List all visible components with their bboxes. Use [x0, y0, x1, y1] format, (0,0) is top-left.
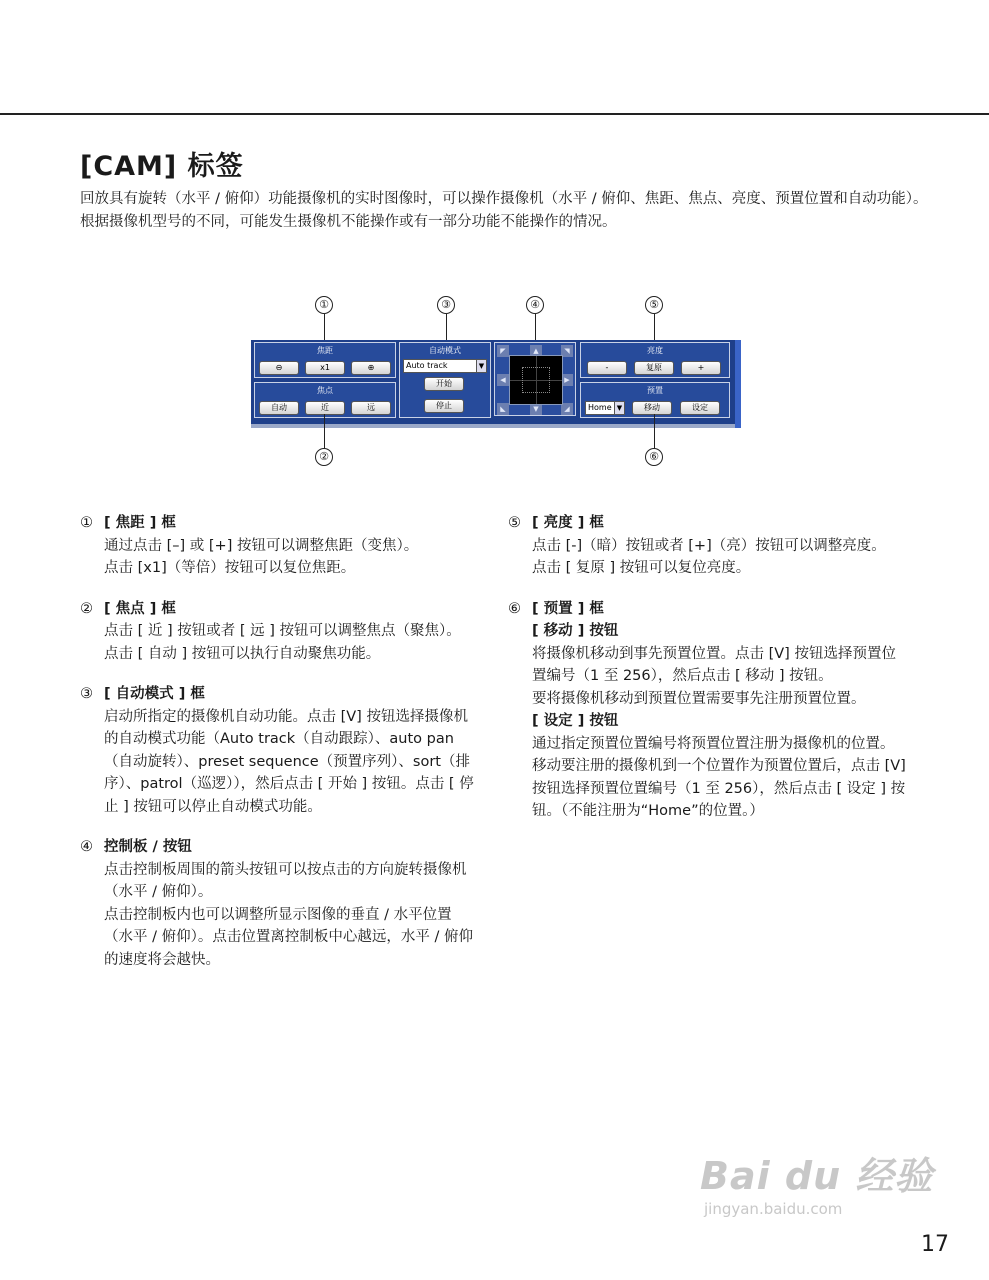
section-zoom: [80, 512, 480, 580]
cam-tab-figure: [251, 296, 741, 471]
automode-box-title: 自动模式: [429, 346, 461, 355]
arrow-up-icon[interactable]: ▲: [530, 345, 542, 357]
section-brightness: [508, 512, 908, 580]
left-column: [80, 512, 480, 989]
section-preset: [508, 598, 908, 823]
preset-box: [580, 382, 730, 418]
right-column: [508, 512, 908, 841]
arrow-right-icon[interactable]: ▶: [561, 374, 573, 386]
section-line: 通过指定预置位置编号将预置位置注册为摄像机的位置。移动要注册的摄像机到一个位置作为预置位置后，点击 [V] 按钮选择预置位置编号（1 至 256），然后点击 [ 设定 ] 按钮。（不能注册为“Home”的位置。）: [532, 735, 906, 819]
brightness-box: [580, 342, 730, 378]
section-line: 将摄像机移动到事先预置位置。点击 [V] 按钮选择预置位置编号（1 至 256），然后点击 [ 移动 ] 按钮。: [532, 645, 896, 684]
section-heading: 控制板 / 按钮: [104, 839, 192, 855]
arrow-up-left-icon[interactable]: ◤: [497, 345, 509, 357]
section-line: 点击控制板内也可以调整所显示图像的垂直 / 水平位置（水平 / 俯仰）。点击位置离控制板中心越远，水平 / 俯仰的速度将会越快。: [104, 906, 473, 968]
watermark: [700, 1145, 940, 1235]
section-heading: [ 亮度 ] 框: [532, 515, 604, 531]
section-number: ①: [80, 515, 93, 531]
arrow-up-right-icon[interactable]: ◥: [561, 345, 573, 357]
section-heading: [ 预置 ] 框: [532, 600, 604, 617]
preset-selected: Home: [588, 403, 612, 412]
preset-move-button[interactable]: 移动: [632, 401, 672, 415]
zoom-box: [254, 342, 396, 378]
dropdown-arrow-icon[interactable]: ▼: [476, 360, 486, 372]
brightness-plus-button[interactable]: +: [681, 361, 721, 375]
focus-near-button[interactable]: 近: [305, 401, 345, 415]
watermark-logo: Bai du 经验: [700, 1154, 934, 1198]
section-line: 点击控制板周围的箭头按钮可以按点击的方向旋转摄像机（水平 / 俯仰）。: [104, 861, 467, 900]
section-control-pad: [80, 836, 480, 971]
control-pad-center: [522, 367, 550, 393]
focus-auto-button[interactable]: 自动: [259, 401, 299, 415]
brightness-reset-button[interactable]: 复原: [634, 361, 674, 375]
section-line: 点击 [ 复原 ] 按钮可以复位亮度。: [532, 560, 751, 576]
automode-selected: Auto track: [406, 361, 448, 370]
callout-1: ①: [315, 296, 333, 314]
focus-box-title: 焦点: [317, 386, 333, 395]
automode-select[interactable]: [403, 359, 487, 373]
preset-box-title: 预置: [647, 386, 663, 395]
section-number: ④: [80, 839, 93, 855]
sub-heading-set: [ 设定 ] 按钮: [532, 713, 619, 729]
panel-edge: [735, 340, 741, 428]
section-line: 点击 [-]（暗）按钮或者 [+]（亮）按钮可以调整亮度。: [532, 537, 886, 554]
leader-line: [654, 414, 655, 448]
watermark-url: jingyan.baidu.com: [704, 1200, 843, 1218]
dropdown-arrow-icon[interactable]: ▼: [614, 402, 624, 414]
automode-start-button[interactable]: 开始: [424, 377, 464, 391]
arrow-down-right-icon[interactable]: ◢: [561, 403, 573, 415]
leader-line: [324, 414, 325, 448]
section-line: 点击 [x1]（等倍）按钮可以复位焦距。: [104, 560, 356, 576]
section-line: 点击 [ 近 ] 按钮或者 [ 远 ] 按钮可以调整焦点（聚焦）。: [104, 623, 461, 639]
automode-stop-button[interactable]: 停止: [424, 399, 464, 413]
section-heading: [ 焦距 ] 框: [104, 515, 176, 531]
section-number: ⑥: [508, 600, 521, 617]
page-number: 17: [921, 1232, 949, 1257]
callout-5: ⑤: [645, 296, 663, 314]
callout-4: ④: [526, 296, 544, 314]
callout-2: ②: [315, 448, 333, 466]
zoom-out-button[interactable]: ⊖: [259, 361, 299, 375]
section-number: ②: [80, 600, 93, 617]
preset-set-button[interactable]: 设定: [680, 401, 720, 415]
section-line: 启动所指定的摄像机自动功能。点击 [V] 按钮选择摄像机的自动模式功能（Auto track（自动跟踪）、auto pan（自动旋转）、preset sequence（预置序列）、sort（排序）、patrol（巡逻）），然后点击 [ 开始 ] 按钮。点击 [ 停止 ] 按钮可以停止自动模式功能。: [104, 708, 474, 815]
section-line: 通过点击 [–] 或 [+] 按钮可以调整焦距（变焦）。: [104, 537, 419, 554]
section-line: 点击 [ 自动 ] 按钮可以执行自动聚焦功能。: [104, 645, 381, 662]
focus-far-button[interactable]: 远: [351, 401, 391, 415]
section-number: ⑤: [508, 515, 521, 531]
brightness-minus-button[interactable]: -: [587, 361, 627, 375]
top-rule: [0, 113, 989, 115]
callout-3: ③: [437, 296, 455, 314]
section-heading: [ 焦点 ] 框: [104, 600, 176, 617]
control-pad[interactable]: [494, 342, 576, 416]
automode-box: [399, 342, 491, 418]
section-number: ③: [80, 686, 93, 702]
arrow-down-icon[interactable]: ▼: [530, 403, 542, 415]
control-pad-screen[interactable]: [509, 355, 563, 405]
arrow-down-left-icon[interactable]: ◣: [497, 403, 509, 415]
zoom-box-title: 焦距: [317, 346, 333, 355]
section-automode: [80, 683, 480, 818]
arrow-left-icon[interactable]: ◀: [497, 374, 509, 386]
zoom-x1-button[interactable]: x1: [305, 361, 345, 375]
section-heading: [ 自动模式 ] 框: [104, 686, 205, 702]
brightness-box-title: 亮度: [647, 346, 663, 355]
section-focus: [80, 598, 480, 666]
preset-select[interactable]: [585, 401, 625, 415]
callout-6: ⑥: [645, 448, 663, 466]
zoom-in-button[interactable]: ⊕: [351, 361, 391, 375]
focus-box: [254, 382, 396, 418]
sub-heading-move: [ 移动 ] 按钮: [532, 623, 619, 639]
section-line: 要将摄像机移动到预置位置需要事先注册预置位置。: [532, 690, 866, 707]
page-title: [CAM] 标签: [80, 151, 244, 182]
intro-paragraph: 回放具有旋转（水平 / 俯仰）功能摄像机的实时图像时，可以操作摄像机（水平 / 俯仰、焦距、焦点、亮度、预置位置和自动功能）。根据摄像机型号的不同，可能发生摄像机不能操作或有一部分功能不能操作的情况。: [80, 191, 928, 230]
